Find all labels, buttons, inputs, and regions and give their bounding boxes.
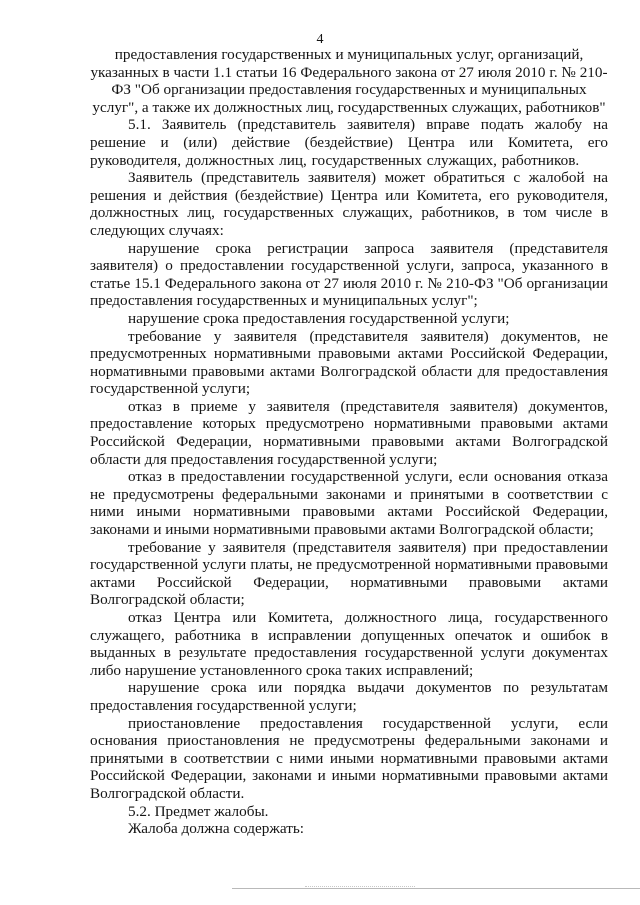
list-item-fee-requirement: требование у заявителя (представителя заявителя) при предоставлении государственной услуги платы, не предусмотренной нормативными правовыми актами Российской Федерации, нормативными правовыми актами Волгоградской области; [90, 538, 608, 609]
section-heading-5-2: 5.2. Предмет жалобы. [128, 802, 269, 820]
paragraph-5-1: 5.1. Заявитель (представитель заявителя) вправе подать жалобу на решение и (или) действие (бездействие) Центра или Комитета, его руководителя, должностных лиц, государственных служащих, работников. [90, 116, 608, 169]
paragraph-complaint-cases: Заявитель (представитель заявителя) может обратиться с жалобой на решения и действия (бездействие) Центра или Комитета, его руководителя, должностных лиц, государственных служащих, работников, в том числе в следующих случаях: [90, 169, 608, 239]
list-item-acceptance-refusal: отказ в приеме у заявителя (представителя заявителя) документов, предоставление которых предусмотрено нормативными правовыми актами Российской Федерации, нормативными правовыми актами Волгоградской области для предоставления государственной услуги; [90, 397, 608, 468]
list-item-correction-refusal: отказ Центра или Комитета, должностного лица, государственного служащего, работника в исправлении допущенных опечаток и ошибок в выданных в результате предоставления государственной услуги документах либо нарушение установленного срока таких исправлений; [90, 609, 608, 679]
intro-paragraph: предоставления государственных и муниципальных услуг, организаций, указанных в части 1.1 статьи 16 Федерального закона от 27 июля 2010 г. № 210-ФЗ "Об организации предоставления государственных и муниципальных услуг", а также их должностных лиц, государственных служащих, работников" [90, 46, 608, 116]
document-body [90, 46, 608, 838]
list-item-service-refusal: отказ в предоставлении государственной услуги, если основания отказа не предусмотрены федеральными законами и принятыми в соответствии с ними иными нормативными правовыми актами Российской Федерации, законами и иными нормативными правовыми актами Волгоградской области; [90, 468, 608, 539]
list-item-extra-documents: требование у заявителя (представителя заявителя) документов, не предусмотренных нормативными правовыми актами Российской Федерации, нормативными правовыми актами Волгоградской области для предоставления государственной услуги; [90, 327, 608, 398]
list-item-suspension: приостановление предоставления государственной услуги, если основания приостановления не предусмотрены федеральными законами и принятыми в соответствии с ними иными нормативными правовыми актами Российской Федерации, законами и иными нормативными правовыми актами Волгоградской области. [90, 714, 608, 802]
list-item-issuance-violation: нарушение срока или порядка выдачи документов по результатам предоставления государственной услуги; [90, 679, 608, 714]
footer-rule [232, 888, 640, 889]
page-number: 4 [316, 32, 324, 47]
list-item-registration-violation: нарушение срока регистрации запроса заявителя (представителя заявителя) о предоставлении государственной услуги, запроса, указанного в статье 15.1 Федерального закона от 27 июля 2010 г. № 210-ФЗ "Об организации предоставления государственных и муниципальных услуг"; [90, 239, 608, 310]
paragraph-complaint-contents: Жалоба должна содержать: [128, 820, 304, 838]
list-item-deadline-violation: нарушение срока предоставления государственной услуги; [128, 309, 510, 327]
